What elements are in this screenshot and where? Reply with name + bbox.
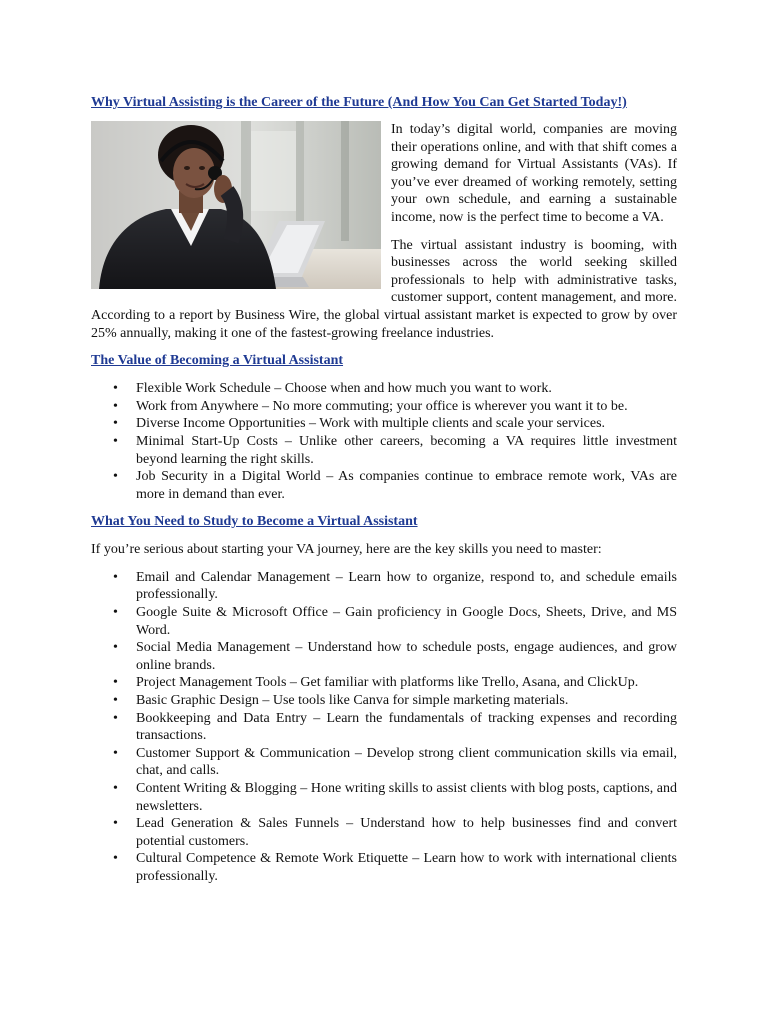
list-item: • Lead Generation & Sales Funnels – Understand how to help businesses find and convert potential customers. [113,816,677,849]
bullet-icon: • [113,469,118,485]
article-body [91,94,677,886]
study-intro: If you’re serious about starting your VA journey, here are the key skills you need to master: [91,542,602,558]
section-heading-study: What You Need to Study to Become a Virtual Assistant [91,514,418,530]
list-item: • Content Writing & Blogging – Hone writing skills to assist clients with blog posts, captions, and newsletters. [113,781,677,814]
list-item: • Flexible Work Schedule – Choose when and how much you want to work. [113,381,552,397]
bullet-icon: • [113,640,118,656]
list-item: • Minimal Start-Up Costs – Unlike other careers, becoming a VA requires little investment beyond learning the right skills. [113,433,677,467]
bullet-icon: • [113,416,118,432]
headset-worker-photo [91,121,381,289]
article-title: Why Virtual Assisting is the Career of the Future (And How You Can Get Started Today!) [91,95,627,110]
bullet-icon: • [113,745,118,761]
bullet-icon: • [113,381,118,397]
list-item: • Cultural Competence & Remote Work Etiquette – Learn how to work with international clients professionally. [113,851,677,884]
list-item: • Project Management Tools – Get familiar with platforms like Trello, Asana, and ClickUp. [113,675,639,691]
bullet-icon: • [113,398,118,414]
list-item: • Email and Calendar Management – Learn how to organize, respond to, and schedule emails professionally. [113,569,677,603]
list-item: • Social Media Management – Understand how to schedule posts, engage audiences, and grow online brands. [113,640,677,673]
list-item: • Bookkeeping and Data Entry – Learn the fundamentals of tracking expenses and recording transactions. [113,710,677,744]
intro-paragraph-1: In today’s digital world, companies are moving their operations online, and with that shift comes a growing demand for Virtual Assistants (VAs). If you’ve ever dreamed of working remotely, setting your own schedule, and earning a sustainable income, now is the perfect time to become a VA. [391,122,677,225]
list-item: • Work from Anywhere – No more commuting; your office is wherever you want it to be. [113,398,628,414]
list-item: • Google Suite & Microsoft Office – Gain proficiency in Google Docs, Sheets, Drive, and MS Word. [113,605,677,638]
bullet-icon: • [113,693,118,709]
bullet-icon: • [113,605,118,621]
value-list [91,380,677,503]
list-item: • Diverse Income Opportunities – Work with multiple clients and scale your services. [113,416,606,432]
bullet-icon: • [113,433,118,449]
article-photo [91,121,381,289]
intro-paragraph-2: The virtual assistant industry is booming, with businesses across the world seeking skilled professionals to help with administrative tasks, customer support, content management, and more. According to a report by Business Wire, the global virtual assistant market is expected to grow by over 25% annually, making it one of the fastest-growing freelance industries. [91,237,677,341]
bullet-icon: • [113,675,118,691]
bullet-icon: • [113,851,118,867]
bullet-icon: • [113,816,118,832]
bullet-icon: • [113,710,118,726]
list-item: • Job Security in a Digital World – As companies continue to embrace remote work, VAs are more in demand than ever. [113,469,677,502]
bullet-icon: • [113,781,118,796]
bullet-icon: • [113,569,118,585]
skills-list [91,569,677,886]
list-item: • Customer Support & Communication – Develop strong client communication skills via email, chat, and calls. [113,745,677,779]
section-heading-value: The Value of Becoming a Virtual Assistant [91,353,344,369]
list-item: • Basic Graphic Design – Use tools like Canva for simple marketing materials. [113,693,569,709]
